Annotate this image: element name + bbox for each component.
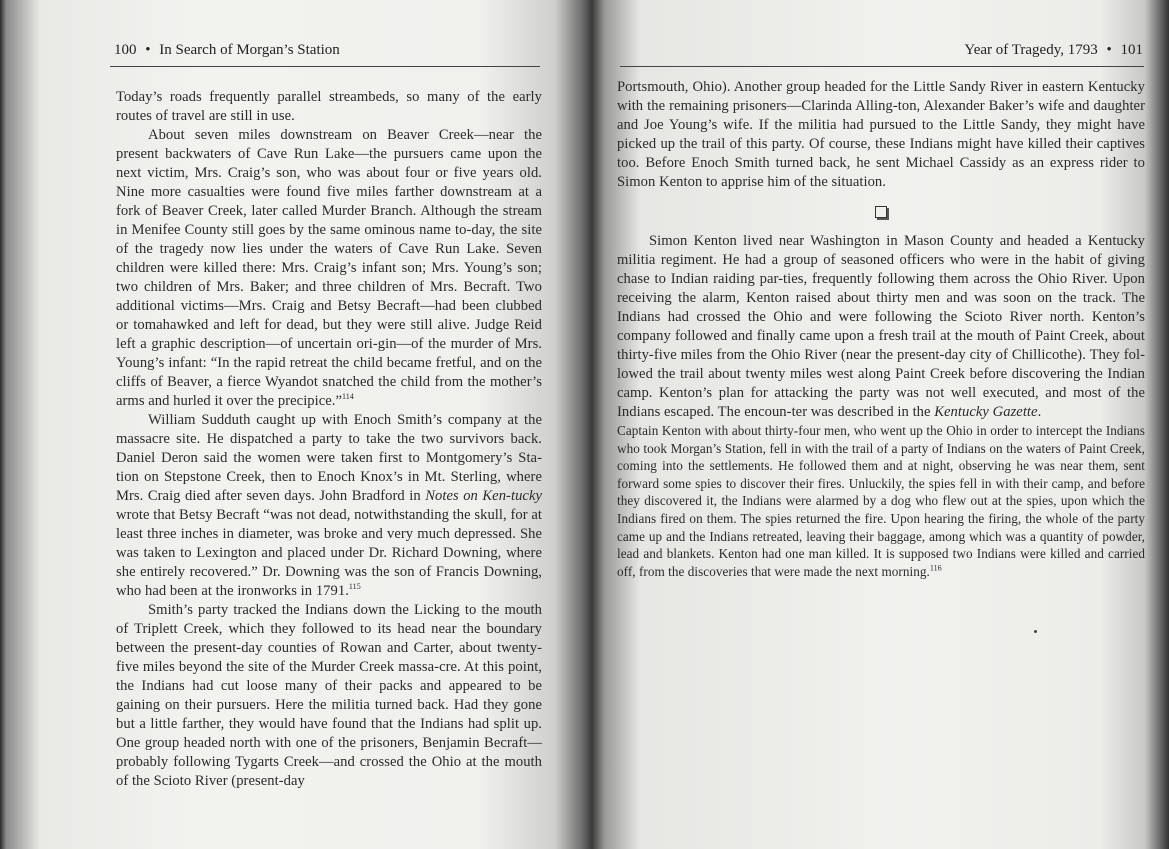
paragraph-text: William Sudduth caught up with Enoch Smith’s company at the massacre site. He dispatched a party to take the two survivors back. Daniel Deron said the women were taken first to Montgomery’s Sta-tion on Stepstone Creek, then to Enoch Knox’s in Mt. Sterling, where Mrs. Craig died after seven days. John Bradford in	[116, 412, 542, 504]
paragraph	[116, 126, 542, 411]
right-page-body	[617, 78, 1145, 580]
book-title: In Search of Morgan’s Station	[159, 42, 340, 58]
chapter-title: Year of Tragedy, 1793	[964, 42, 1098, 58]
left-page-number: 100	[114, 42, 137, 58]
right-page-number: 101	[1120, 42, 1143, 58]
section-break	[617, 205, 1145, 221]
left-page	[60, 0, 560, 849]
paragraph-text: Simon Kenton lived near Washington in Mason County and headed a Kentucky militia regiment. He had a group of seasoned officers who were in the habit of giving chase to Indian raiding par-ties, frequently following them across the Ohio River. Upon receiving the alarm, Kenton raised about thirty men and was soon on the track. The Indians had crossed the Ohio and were following the Scioto River north. Kenton’s company followed and finally came upon a fresh trail at the mouth of Paint Creek, about thirty-five miles from the Ohio River (near the present-day city of Chillicothe). They fol-lowed the trail about twenty miles west along Paint Creek before discovering the Indian camp. Kenton’s plan for attacking the party was not well executed, and most of the Indians escaped. The encoun-ter was described in the	[617, 233, 1145, 420]
paragraph	[116, 411, 542, 601]
left-page-body	[116, 88, 542, 791]
footnote-reference: 115	[348, 582, 361, 592]
paragraph-text: wrote that Betsy Becraft “was not dead, notwithstanding the skull, for at least three inches in diameter, was broke and very much depressed. She was taken to Lexington and placed under Dr. Richard Downing, where she entirely recovered.” Dr. Downing was the son of Francis Downing, who had been at the ironworks in 1791.	[116, 507, 542, 599]
header-rule	[110, 66, 540, 67]
paragraph	[617, 232, 1145, 422]
right-page	[605, 0, 1165, 849]
paragraph-text: About seven miles downstream on Beaver Creek—near the present backwaters of Cave Run Lake—the pursuers came upon the next victim, Mrs. Craig’s son, who was about four or five years old. Nine more casualties were found five miles farther downstream at a fork of Beaver Creek, later called Murder Branch. Although the stream in Menifee County still goes by the same ominous name to-day, the site of the tragedy now lies under the waters of Cave Run Lake. Seven children were killed there: Mrs. Craig’s infant son; Mrs. Young’s son; two children of Mrs. Baker; and three children of Mrs. Becraft. Two additional victims—Mrs. Craig and Betsy Becraft—had been clubbed or tomahawked and left for dead, but they were still alive. Judge Reid left a graphic description—of uncertain ori-gin—of the murder of Mrs. Young’s infant: “In the rapid retreat the child became fretful, and on the cliffs of Beaver, a fierce Wyandot snatched the child from the mother’s arms and hurled it over the precipice.”	[116, 127, 542, 409]
paragraph-text: .	[1037, 404, 1042, 420]
book-title-italic: Notes on Ken-tucky	[425, 488, 542, 504]
paragraph	[617, 78, 1145, 192]
header-separator: •	[145, 42, 151, 58]
paragraph	[116, 601, 542, 791]
header-separator: •	[1106, 42, 1112, 58]
left-running-header	[114, 42, 340, 59]
square-ornament-icon	[875, 206, 887, 218]
paragraph-text: Portsmouth, Ohio). Another group headed for the Little Sandy River in eastern Kentucky with the remaining prisoners—Clarinda Alling-ton, Alexander Baker’s wife and daughter and Joe Young’s wife. If the militia had pursued to the Little Sandy, they might have picked up the trail of this party. Of course, these Indians might have killed their captives too. Before Enoch Smith turned back, he sent Michael Cassidy as an express rider to Simon Kenton to apprise him of the situation.	[617, 79, 1145, 190]
paragraph-text: Smith’s party tracked the Indians down the Licking to the mouth of Triplett Creek, which they followed to its head near the boundary between the present-day counties of Rowan and Carter, about twenty-five miles beyond the site of the Murder Creek massa-cre. At this point, the Indians had cut loose many of their packs and appeared to be gaining on their pursuers. Here the militia turned back. Had they gone but a little farther, they would have found that the Indians had split up. One group headed north with one of the prisoners, Benjamin Becraft—probably following Tygarts Creek—and crossed the Ohio at the mouth of the Scioto River (present-day	[116, 602, 542, 789]
newspaper-title-italic: Kentucky Gazette	[934, 404, 1038, 420]
print-speck	[1034, 630, 1037, 633]
paragraph-text: Today’s roads frequently parallel streambeds, so many of the early routes of travel are still in use.	[116, 89, 542, 124]
right-running-header	[964, 42, 1143, 59]
quote-text: Captain Kenton with about thirty-four men, who went up the Ohio in order to intercept the Indians who took Morgan’s Station, fell in with the trail of a party of Indians on the waters of Paint Creek, coming into the settlements. He followed them and at night, observing he was near them, sent forward some spies to discover their fires. Unluckily, the spies fell in with their camp, and before they discovered it, the Indians were alarmed by a dog who flew out at the spies, upon which the Indians fired on them. The spies returned the fire. Upon hearing the firing, the whole of the party came up and the Indians retreated, leaving their baggage, among which was a quantity of powder, lead and blankets. Kenton had one man killed. It is supposed two Indians were killed and carried off, from the discoveries that were made the next morning.	[617, 423, 1145, 579]
paragraph	[116, 88, 542, 126]
header-rule	[620, 66, 1144, 67]
footnote-reference: 116	[929, 563, 942, 573]
block-quote	[617, 422, 1145, 580]
footnote-reference: 114	[342, 392, 354, 402]
